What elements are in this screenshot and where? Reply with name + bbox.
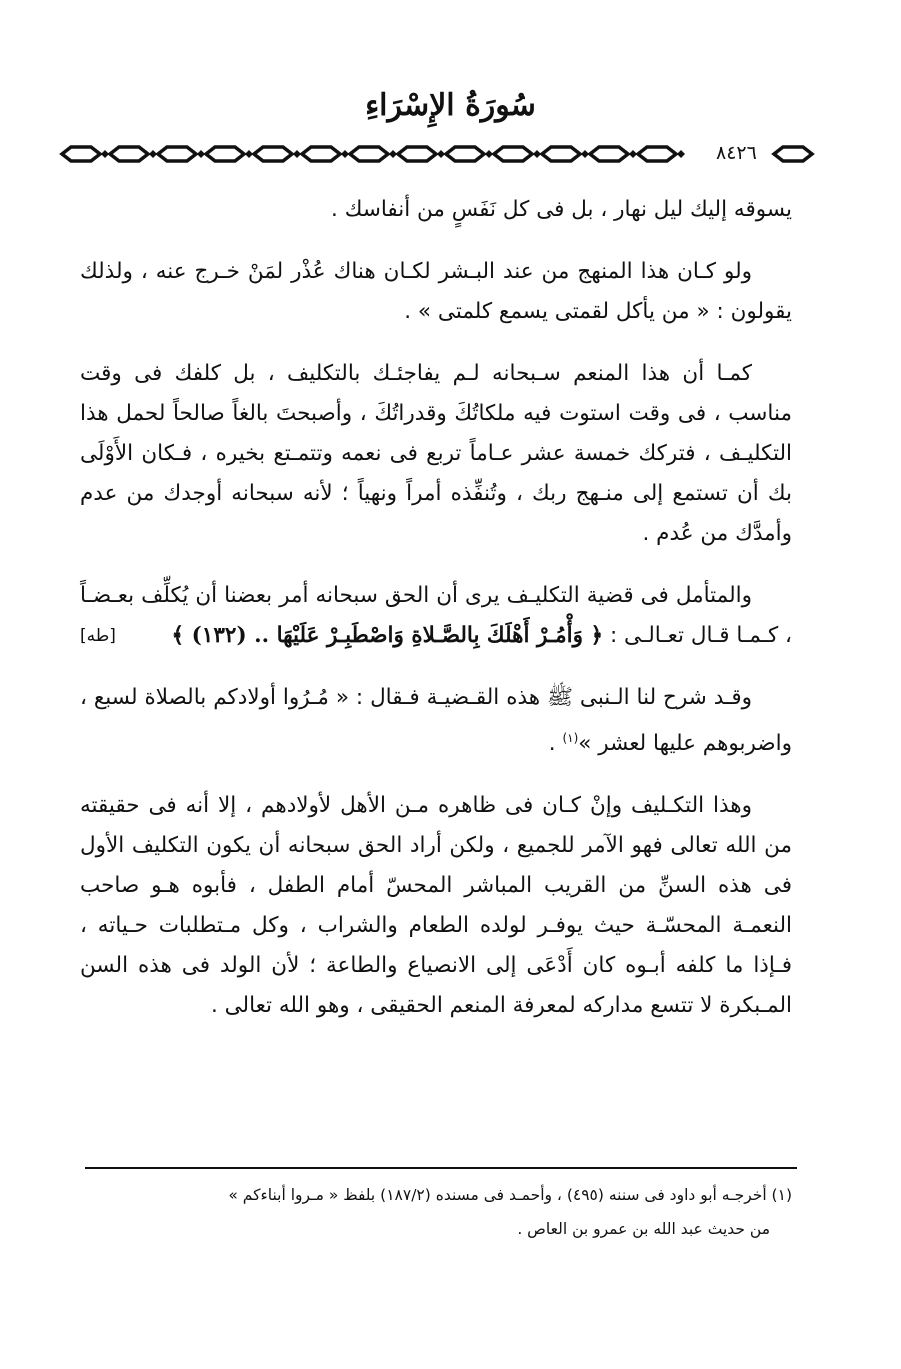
chain-link (590, 147, 628, 161)
chain-diamond (197, 150, 205, 158)
chain-link (110, 147, 148, 161)
chain-link (158, 147, 196, 161)
surah-title: سُورَةُ الإِسْرَاءِ (365, 88, 536, 123)
chain-link (206, 147, 244, 161)
chain-link (398, 147, 436, 161)
chain-link (350, 147, 388, 161)
paragraph-3: كمـا أن هذا المنعم سـبحانه لـم يفاجئـك بالتكليف ، بل كلفك فى وقت مناسب ، فى وقت استوت فيه ملكاتُكَ وقدراتُكَ ، وأصبحتَ بالغاً صالحاً لحمل هذا التكليـف ، فتركك خمسة عشر عـاماً تربع فى نعمه وتتمـتع بخيره ، فـكان الأَوْلَى بك أن تستمع إلى منـهج ربك ، وتُنفِّذه أمراً ونهياً ؛ لأنه سبحانه أوجدك من عدم وأمدَّك من عُدم . (80, 361, 792, 546)
footnote-marker: (١) (562, 731, 579, 745)
chain-link (494, 147, 532, 161)
quran-verse: ﴿ وَأْمُـرْ أَهْلَكَ بِالصَّـلاةِ وَاصْطَبِـرْ عَلَيْهَا .. (١٣٢) ﴾ (171, 623, 604, 648)
chain-diamond (101, 150, 109, 158)
paragraph-5 (80, 678, 792, 764)
paragraph-4 (80, 576, 792, 656)
chain-diamond (149, 150, 157, 158)
chain-link (774, 147, 812, 161)
chain-diamond (341, 150, 349, 158)
footnote-divider (85, 1167, 797, 1169)
paragraph-5-text: وقـد شرح لنا الـنبى ﷺ هذه القـضيـة فـقال : « مُـرُوا أولادكم بالصلاة لسبع ، واضربوهم عليها لعشر » (80, 685, 792, 757)
chain-link (446, 147, 484, 161)
chain-diamond (677, 150, 685, 158)
footnote-line-1: (١) أخرجـه أبو داود فى سننه (٤٩٥) ، وأحمـد فى مسنده (١٨٧/٢) بلفظ « مـروا أبناءكم » (228, 1186, 792, 1204)
footnote-line-2: من حديث عبد الله بن عمرو بن العاص . (517, 1220, 770, 1238)
chain-link (638, 147, 676, 161)
footnote (80, 1178, 792, 1246)
page-number: ٨٤٢٦ (712, 138, 761, 168)
verse-reference: [طه] (80, 626, 116, 646)
chain-diamond (389, 150, 397, 158)
chain-diamond (533, 150, 541, 158)
chain-diamond (293, 150, 301, 158)
paragraph-2: ولو كـان هذا المنهج من عند البـشر لكـان هناك عُذْر لمَنْ خـرج عنه ، ولذلك يقولون : « من يأكل لقمتى يسمع كلمتى » . (80, 259, 792, 324)
body-text (80, 190, 792, 1048)
chain-link (542, 147, 580, 161)
chain-diamond (245, 150, 253, 158)
chain-diamond (581, 150, 589, 158)
paragraph-1: يسوقه إليك ليل نهار ، بل فى كل نَفَسٍ من أنفاسك . (331, 197, 792, 222)
chain-diamond (485, 150, 493, 158)
chain-link (302, 147, 340, 161)
chain-diamond (629, 150, 637, 158)
chain-link (62, 147, 100, 161)
chain-diamond (437, 150, 445, 158)
paragraph-5-end: . (548, 731, 563, 757)
ornamental-header-band (58, 138, 818, 170)
chain-link (254, 147, 292, 161)
paragraph-6: وهذا التكـليف وإنْ كـان فى ظاهره مـن الأهل لأولادهم ، إلا أنه فى حقيقته من الله تعالى فهو الآمر للجميع ، ولكن أراد الحق سبحانه أن يكون التكليف الأول فى هذه السنِّ من القريب المباشر المحسّ أمام الطفل ، فأبوه هـو صاحب النعمـة المحسّـة حيث يوفـر لولده الطعام والشراب ، وكل مـتطلبات حـياته ، فـإذا ما كلفه أبـوه كان أَدْعَى إلى الانصياع والطاعة ؛ لأن الولد فى هذه السن المـبكرة لا تتسع مداركه لمعرفة المنعم الحقيقى ، وهو الله تعالى . (80, 793, 792, 1019)
paragraph-4-text: والمتأمل فى قضية التكليـف يرى أن الحق سبحانه أمر بعضنا أن يُكلِّف بعـضـاً ، كـمـا قـال تعـالـى : (80, 583, 792, 648)
